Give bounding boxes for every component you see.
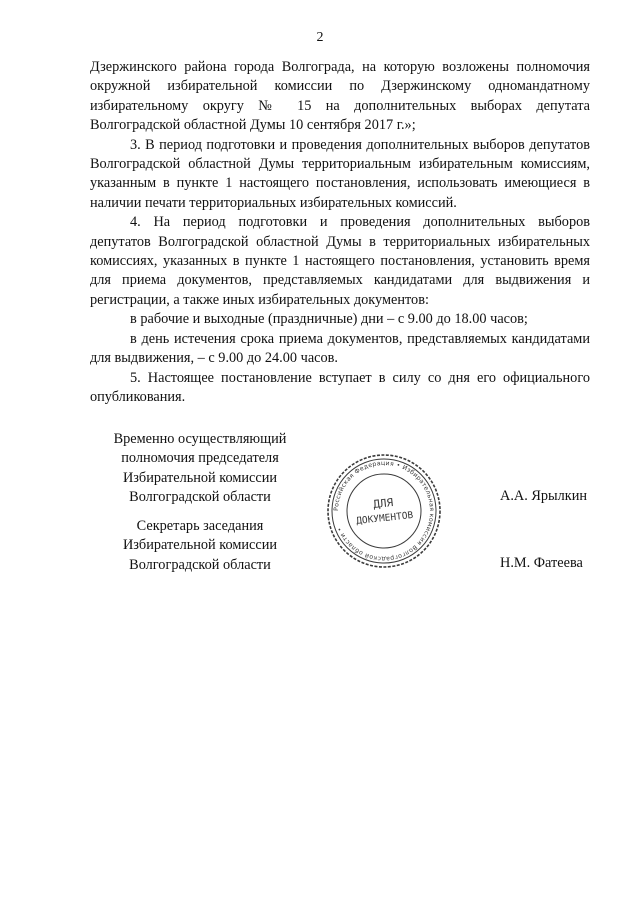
stamp-text-line: ДЛЯ [372,496,394,512]
chair-title-line: полномочия председателя [121,450,279,467]
chair-name: А.А. Ярылкин [500,488,588,504]
stamp-ring-text: Российская Федерация • Избирательная комиссия Волгоградской области • [332,459,436,563]
secretary-name: Н.М. Фатеева [500,555,583,571]
document-body [90,58,590,407]
chair-title-line: Временно осуществляющий [113,431,287,447]
official-stamp [326,453,442,569]
chair-title-line: Избирательной комиссии [122,469,278,486]
stamp-text-line: ДОКУМЕНТОВ [355,509,414,527]
svg-text:Российская Федерация • Избират [333,460,435,562]
paragraph-item-5: 5. Настоящее постановление вступает в силу со дня его официального опубликования. [90,369,590,405]
chair-title-line: Волгоградской области [129,489,271,506]
paragraph-continuation: Дзержинского района города Волгограда, на которую возложены полномочия окружной избирательной комиссии по Дзержинскому одномандатному избирательному округу № 15 на дополнительных выборах депутата Волгоградской областной Думы 10 сентября 2017 г.»; [90,59,590,134]
page-number: 2 [316,30,324,45]
paragraph-working-hours: в рабочие и выходные (праздничные) дни – с 9.00 до 18.00 часов; [130,311,528,328]
secretary-title-line: Волгоградской области [129,556,271,573]
chair-title [90,430,310,508]
paragraph-item-4: 4. На период подготовки и проведения дополнительных выборов депутатов Волгоградской областной Думы в территориальных избирательных комиссиях, указанных в пункте 1 настоящего постановления, установить время для приема документов, представляемых кандидатами для выдвижения и регистрации, а также иных избирательных документов: [90,214,590,308]
paragraph-item-3: 3. В период подготовки и проведения дополнительных выборов депутатов Волгоградской областной Думы территориальным избирательным комиссиям, указанным в пункте 1 настоящего постановления, использовать имеющиеся в наличии печати территориальных избирательных комиссий. [90,136,590,211]
secretary-title-line: Избирательной комиссии [122,537,278,554]
secretary-title [90,517,310,575]
paragraph-deadline-hours: в день истечения срока приема документов, представляемых кандидатами для выдвижения, – с 9.00 до 24.00 часов. [90,330,590,367]
secretary-title-line: Секретарь заседания [136,518,264,534]
